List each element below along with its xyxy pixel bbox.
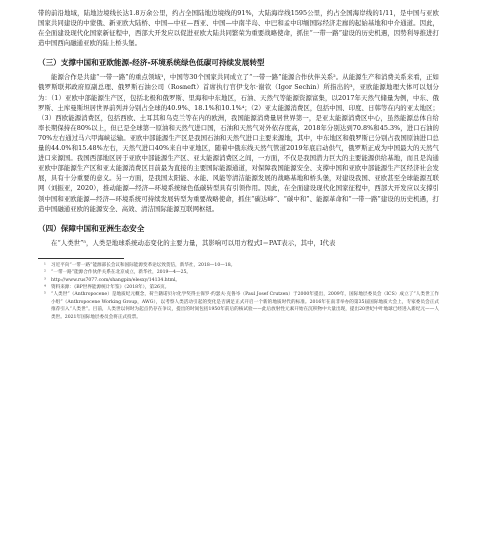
paragraph-energy-cooperation: 能源合作是共建“一带一路”的重点领域¹，中国等30个国家共同成立了“一带一路”能源合作伙伴关系²。从能源生产和消费关系来看，正如俄罗斯联邦政府原副总理、俄罗斯石油公司（Rosneft）首席执行官伊戈尔·谢钦（Igor Sechin）所指出的³，亚欧能源地理大体可以划分为：（1）亚欧中部能源生产区，包括北极和俄罗斯、里海和中东地区，石油、天然气等能源资源富集，以2017年天然气储量为例，中东、俄罗斯、土库曼斯坦居世界前列并分别占全球的40.9%、18.1%和10.1%⁴；（2）亚太能源消费区，包括中国、印度、日韩等在内的亚太地区；（3）西欧能源消费区，包括西欧、土耳其和乌克兰等在内的欧洲，我国能源消费量居世界第一，是亚太能源消费区中心，虽然能源总体自给率长期保持在80%以上，但已是全球第一原油和天然气进口国，石油和天然气对外依存度高，2018年分别达到70.8%和45.3%，进口石油的70%左右通过马六甲海峡运输。亚欧中部能源生产区是我国石油和天然气进口主要来源地，其中，中东地区和俄罗斯已分别占我国原油进口总量的44.0%和15.48%左右，天然气进口40%来自中亚地区，随着中俄东线天然气管道2019年底启动供气，俄罗斯正成为中国最大的天然气进口来源国。我国西部地区居于亚欧中部能源生产区、亚太能源消费区之间，一方面，不仅是我国潜力巨大的主要能源供给基地，而且是沟通亚欧中部能源生产区和亚太能源消费区目前最为直接的主要国际能源通道，对保障我国能源安全、支撑中国和亚欧中部能源生产区经济社会发展，具有十分重要的意义。另一方面，是我国太阳能、水能、风能等清洁能源发展的战略基地和桥头堡，对建设我国、亚欧甚至全球能源互联网（刘振亚，2020），推动能源—经济—环境系统绿色低碳转型具有引领作用。因此，在全面建设现代化国家征程中，西部大开发应以支撑引领中国和亚欧能源—经济—环境系统可持续发展转型为重要战略使命，抓住“碳达峰”、“碳中和”、能源革命和“一带一路”建设的历史机遇，打造中国融通亚欧的能源安全、高效、清洁国际能源互联网枢纽。	[38, 73, 439, 213]
footnote-item: ⁵ “人类世”（Anthropocene）是地质纪元概念，荷兰籍诺贝尔化学奖得主保罗·约瑟夫·克鲁岑（Paul Josef Crutzen）于2000年提出，2009年，国际地层委员会（ICS）成立了“人类世工作小组”（Anthropocene Working Group，AWG），以考察人类活动引起的变化是否满足正式开启一个新的地质时代的标准。2016年在南非举办的第35届国际地质大会上，专家委员会正式推荐引入“人类世”。目前，人类世以何时为起点仍存在争议，提出的时间包括1950年前后的核试验——此后放射性元素开始在沉积物中大量出现，提出20世纪中叶地球已经进入新纪元——人类世。2021年国际地层委员会将正式投票。	[44, 292, 439, 320]
footnote-item: ⁴ 资料来源：《BP世界能源统计年鉴》（2018年），第26页。	[44, 285, 170, 290]
footnote-item: ² “一带一路”能源合作伙伴关系在北京成立，新华社，2019—4—25。	[44, 270, 192, 276]
footnote-link[interactable]: http://www.rus7077.com/shangpin/elesxy/14134.html。	[51, 277, 181, 283]
paragraph-anthropocene: 在“人类世”⁵，人类是地球系统动态变化的主要力量，其影响可以用方程式I＝PAT表示，其中，I代表	[51, 238, 336, 247]
footnote-item: ³ http://www.rus7077.com/shangpin/elesxy/14134.html。	[44, 277, 181, 283]
footnotes	[38, 262, 439, 321]
footnote-item: ¹ 习近平向“一带一路”能源部长会议和国际能源变革论坛致贺信，新华社，2018—10—18。	[44, 262, 236, 268]
section-heading-ecology: （四）保障中国和亚洲生态安全	[38, 223, 145, 233]
paragraph-west-bridgehead: 带的前沿地域，陆地边境线长达1.8万余公里，约占全国陆地边境线的91%，大陆海岸线1595公里，约占全国海岸线的1/11，是中国与亚欧国家共同建设的中蒙俄、新亚欧大陆桥、中国—中亚—西亚、中国—中南半岛、中巴和孟中印缅国际经济走廊的起始基地和中介通道。因此，在全面建设现代化国家新征程中，西部大开发应以促进亚欧大陆共同繁荣为重要战略使命，抓住“一带一路”建设的历史机遇，因势利导推进打造中国西向融通亚欧的陆上桥头堡。	[38, 9, 439, 48]
footnote-divider	[38, 258, 124, 259]
section-heading-energy: （三）支撑中国和亚欧能源-经济-环境系统绿色低碳可持续发展转型	[38, 58, 265, 68]
